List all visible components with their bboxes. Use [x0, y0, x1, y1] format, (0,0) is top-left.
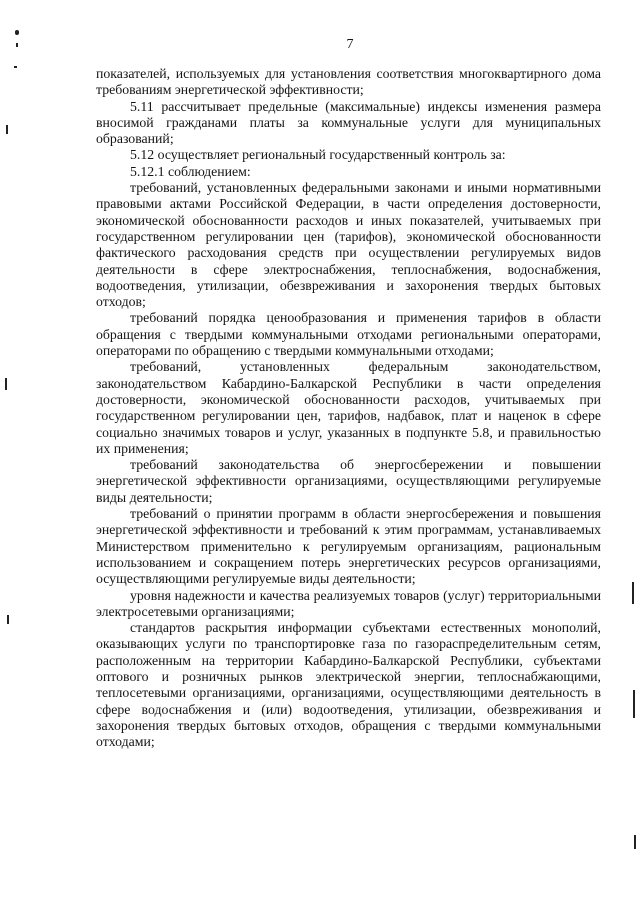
document-body [96, 66, 601, 750]
paragraph: требований о принятии программ в области энергосбережения и повышения энергетической эффективности и требований к этим программам, устанавливаемых Министерством применительно к регулируемым организациям, рациональным использованием и сокращением потерь энергетических ресурсов организациями, осуществляющими регулируемые виды деятельности; [96, 506, 601, 587]
paragraph: требований, установленных федеральным законодательством, законодательством Кабардино-Балкарской Республики в части определения достоверности, экономической обоснованности расходов, учитываемых при государственном регулировании цен, тарифов, надбавок, плат и наценок в сфере социально значимых товаров и услуг, указанных в подпункте 5.8, и правильностью их применения; [96, 359, 601, 456]
paragraph: показателей, используемых для установления соответствия многоквартирного дома требованиям энергетической эффективности; [96, 66, 601, 98]
page-number: 7 [346, 37, 354, 52]
scan-mark [633, 690, 635, 718]
scan-mark [6, 125, 8, 134]
scan-mark [7, 615, 9, 624]
paragraph: требований законодательства об энергосбережении и повышении энергетической эффективности организациями, осуществляющими регулируемые виды деятельности; [96, 457, 601, 505]
scan-mark [5, 378, 7, 390]
scan-mark [632, 582, 634, 604]
paragraph: 5.12.1 соблюдением: [130, 163, 251, 179]
paragraph: требований порядка ценообразования и применения тарифов в области обращения с твердыми коммунальными отходами региональными операторами, операторами по обращению с твердыми коммунальными отходами; [96, 310, 601, 359]
paragraph: 5.11 рассчитывает предельные (максимальные) индексы изменения размера вносимой гражданами платы за коммунальные услуги для муниципальных образований; [96, 98, 601, 147]
scan-mark [634, 835, 636, 849]
paragraph: стандартов раскрытия информации субъектами естественных монополий, оказывающих услуги по транспортировке газа по газораспределительным сетям, расположенным на территории Кабардино-Балкарской Республики, субъектами оптового и розничных рынков электрической энергии, теплоснабжающими, теплосетевыми организациями, организациями, осуществляющими деятельность в сфере водоснабжения и (или) водоотведения, утилизации, обезвреживания и захоронения твердых бытовых отходов, обращения с твердыми коммунальными отходами; [96, 620, 601, 750]
scan-mark [15, 30, 19, 35]
paragraph: уровня надежности и качества реализуемых товаров (услуг) территориальными электросетевыми организациями; [96, 587, 601, 619]
paragraph: требований, установленных федеральными законами и иными нормативными правовыми актами Российской Федерации, в части определения достоверности, экономической обоснованности расходов и иных показателей, учитываемых при государственном регулировании цен (тарифов), экономической обоснованности фактического расходования средств при осуществлении регулируемых видов деятельности в сфере электроснабжения, теплоснабжения, водоснабжения, водоотведения, утилизации, обезвреживания и захоронения твердых бытовых отходов; [96, 180, 601, 310]
paragraph: 5.12 осуществляет региональный государственный контроль за: [130, 147, 506, 163]
scan-mark [14, 66, 17, 68]
